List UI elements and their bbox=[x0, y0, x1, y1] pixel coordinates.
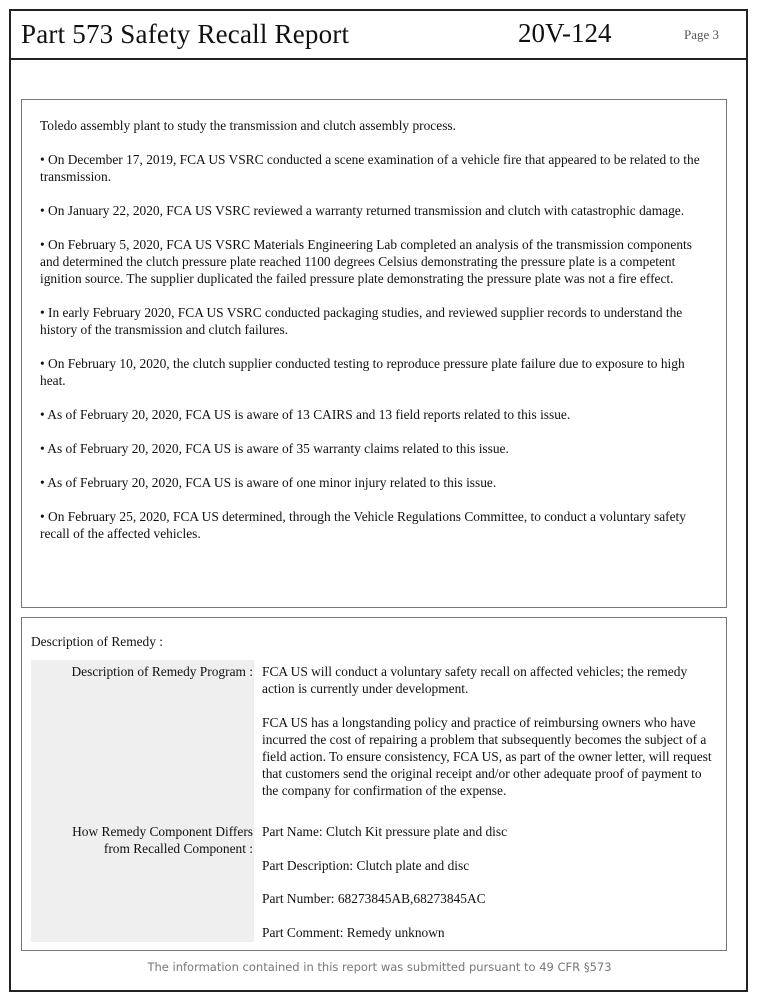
page-number: Page 3 bbox=[683, 27, 719, 42]
label-column bbox=[31, 660, 254, 942]
remedy-program-text-2: FCA US has a longstanding policy and practice of reimbursing owners who have incurred the cost of repairing a problem that subsequently becomes the subject of a field action. To ensure consistency, FCA US, as part of the owner letter, will request that customers send the original receipt and/or other adequate proof of payment to the company for confirmation of the expense. bbox=[262, 715, 712, 798]
part-number: Part Number: 68273845AB,68273845AC bbox=[262, 891, 486, 906]
remedy-differs-label bbox=[33, 823, 253, 857]
chronology-item: Toledo assembly plant to study the transmission and clutch assembly process. bbox=[40, 118, 456, 133]
chronology-item: • On February 25, 2020, FCA US determined, through the Vehicle Regulations Committee, to conduct a voluntary safety recall of the affected vehicles. bbox=[40, 509, 686, 541]
report-title: Part 573 Safety Recall Report bbox=[21, 19, 350, 49]
report-id: 20V-124 bbox=[518, 18, 612, 48]
report-header bbox=[9, 9, 748, 60]
remedy-program-label: Description of Remedy Program : bbox=[71, 664, 253, 679]
remedy-differs-label-line1: How Remedy Component Differs bbox=[72, 824, 253, 839]
remedy-section-label: Description of Remedy : bbox=[31, 634, 164, 649]
chronology-item: • On December 17, 2019, FCA US VSRC conducted a scene examination of a vehicle fire that appeared to be related to the transmission. bbox=[40, 152, 700, 184]
part-description: Part Description: Clutch plate and disc bbox=[262, 858, 470, 873]
chronology-box bbox=[21, 99, 727, 608]
chronology-list bbox=[40, 117, 704, 559]
remedy-differs-label-line2: from Recalled Component : bbox=[103, 841, 253, 856]
chronology-item: • On January 22, 2020, FCA US VSRC reviewed a warranty returned transmission and clutch with catastrophic damage. bbox=[40, 203, 685, 218]
chronology-item: • In early February 2020, FCA US VSRC conducted packaging studies, and reviewed supplier records to understand the history of the transmission and clutch failures. bbox=[40, 305, 683, 337]
chronology-item: • On February 10, 2020, the clutch supplier conducted testing to reproduce pressure plate failure due to exposure to high heat. bbox=[40, 356, 685, 388]
chronology-item: • As of February 20, 2020, FCA US is aware of 35 warranty claims related to this issue. bbox=[40, 441, 509, 456]
chronology-item: • On February 5, 2020, FCA US VSRC Materials Engineering Lab completed an analysis of the transmission components and determined the clutch pressure plate reached 1100 degrees Celsius demonstrating the pressure plate is a competent ignition source. The supplier duplicated the failed pressure plate demonstrating the pressure plate was not a fire effect. bbox=[40, 237, 692, 286]
chronology-item: • As of February 20, 2020, FCA US is aware of one minor injury related to this issue. bbox=[40, 475, 497, 490]
part-name: Part Name: Clutch Kit pressure plate and disc bbox=[262, 824, 508, 839]
footer-note: The information contained in this report was submitted pursuant to 49 CFR §573 bbox=[147, 960, 612, 974]
part-comment: Part Comment: Remedy unknown bbox=[262, 925, 445, 940]
chronology-item: • As of February 20, 2020, FCA US is aware of 13 CAIRS and 13 field reports related to this issue. bbox=[40, 407, 571, 422]
remedy-box bbox=[21, 617, 727, 951]
remedy-program-text-1: FCA US will conduct a voluntary safety recall on affected vehicles; the remedy action is currently under development. bbox=[262, 664, 688, 696]
